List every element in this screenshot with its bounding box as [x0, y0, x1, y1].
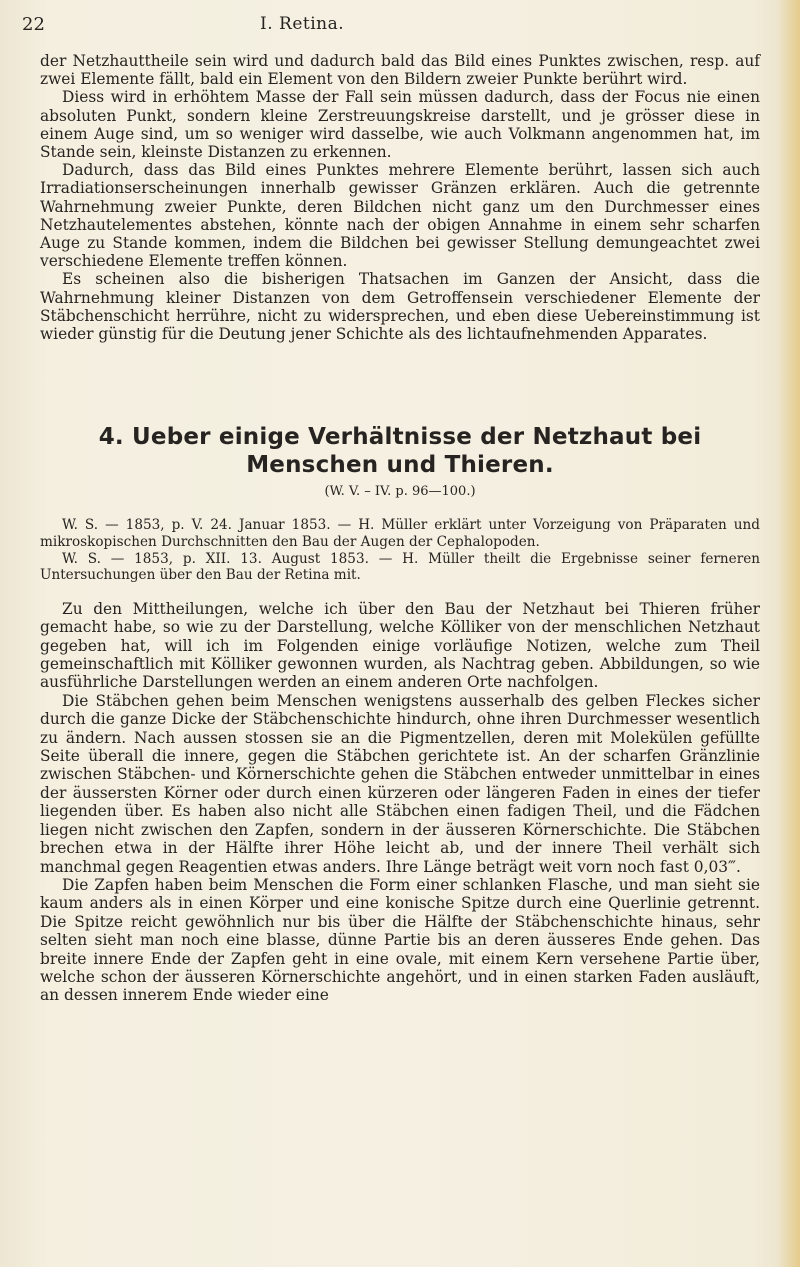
page-header: [22, 14, 782, 40]
paragraph: Zu den Mittheilungen, welche ich über den Bau der Netzhaut bei Thieren früher gemacht habe, so wie zu der Darstellung, welche Kölliker von der menschlichen Netzhaut gegeben hat, will ich im Folgenden einige vorläufige Notizen, welche zum Theil gemeinschaftlich mit Kölliker gewonnen wurden, als Nachtrag geben. Abbildungen, so wie ausführliche Darstellungen werden an einem anderen Orte nachfolgen.: [40, 599, 760, 692]
paragraph: Die Zapfen haben beim Menschen die Form einer schlanken Flasche, und man sieht sie kaum anders als in einen Körper und eine konische Spitze durch eine Querlinie getrennt. Die Spitze reicht gewöhnlich nur bis über die Hälfte der Stäbchenschichte hinaus, sehr selten sieht man noch eine blasse, dünne Partie bis an deren äusseres Ende gehen. Das breite innere Ende der Zapfen geht in eine ovale, mit einem Kern versehene Partie über, welche schon der äusseren Körnerschichte angehört, und in einen starken Faden ausläuft, an dessen innerem Ende wieder eine: [40, 875, 760, 1005]
section-title: 4. Ueber einige Verhältnisse der Netzhaut bei Menschen und Thieren.: [98, 424, 702, 479]
paragraph: Die Stäbchen gehen beim Menschen wenigstens ausserhalb des gelben Fleckes sicher durch die ganze Dicke der Stäbchenschichte hindurch, ohne ihren Durchmesser wesentlich zu ändern. Nach aussen stossen sie an die Pigmentzellen, deren mit Molekülen gefüllte Seite überall die innere, gegen die Stäbchen gerichtete ist. An der scharfen Gränzlinie zwischen Stäbchen- und Körnerschichte gehen die Stäbchen entweder unmittelbar in eines der äussersten Körner oder durch einen kürzeren oder längeren Faden in eines der tiefer liegenden über. Es haben also nicht alle Stäbchen einen fadigen Theil, und die Fädchen liegen nicht zwischen den Zapfen, sondern in der äusseren Körnerschichte. Die Stäbchen brechen etwa in der Hälfte ihrer Höhe leicht ab, und der innere Theil verhält sich manchmal gegen Reagentien etwas anders. Ihre Länge beträgt weit vorn noch fast 0,03‴.: [40, 691, 760, 876]
meeting-note: W. S. — 1853, p. V. 24. Januar 1853. — H. Müller erklärt unter Vorzeigung von Präparaten und mikroskopischen Durchschnitten den Bau der Augen der Cephalopoden.: [40, 517, 760, 551]
page-content: [40, 52, 760, 1005]
page-number: 22: [22, 14, 45, 35]
section-reference: (W. V. – IV. p. 96—100.): [324, 484, 476, 500]
running-title: I. Retina.: [260, 14, 345, 34]
meeting-note: W. S. — 1853, p. XII. 13. August 1853. — H. Müller theilt die Ergebnisse seiner ferneren Untersuchungen über den Bau der Retina mit.: [40, 550, 760, 584]
paragraph: Es scheinen also die bisherigen Thatsachen im Ganzen der Ansicht, dass die Wahrnehmung kleiner Distanzen von dem Getroffensein verschiedener Elemente der Stäbchenschicht herrühre, nicht zu widersprechen, und eben diese Uebereinstimmung ist wieder günstig für die Deutung jener Schichte als des lichtaufnehmenden Apparates.: [40, 270, 760, 344]
spacer: [40, 584, 760, 600]
page-edge-stain: [778, 0, 800, 1267]
section-body: [40, 600, 760, 1005]
paragraph: Diess wird in erhöhtem Masse der Fall sein müssen dadurch, dass der Focus nie einen absoluten Punkt, sondern kleine Zerstreuungskreise darstellt, und je grösser diese in einem Auge sind, um so weniger wird dasselbe, wie auch Volkmann angenommen hat, im Stande sein, kleinste Distanzen zu erkennen.: [40, 88, 760, 162]
paragraph: Dadurch, dass das Bild eines Punktes mehrere Elemente berührt, lassen sich auch Irradiationserscheinungen innerhalb gewisser Gränzen erklären. Auch die getrennte Wahrnehmung zweier Punkte, deren Bildchen nicht ganz um den Durchmesser eines Netzhautelementes abstehen, könnte nach der obigen Annahme in einem sehr scharfen Auge zu Stande kommen, indem die Bildchen bei gewisser Stellung demungeachtet zwei verschiedene Elemente treffen können.: [40, 161, 760, 271]
paragraph: der Netzhauttheile sein wird und dadurch bald das Bild eines Punktes zwischen, resp. auf zwei Elemente fällt, bald ein Element von den Bildern zweier Punkte berührt wird.: [40, 52, 760, 89]
